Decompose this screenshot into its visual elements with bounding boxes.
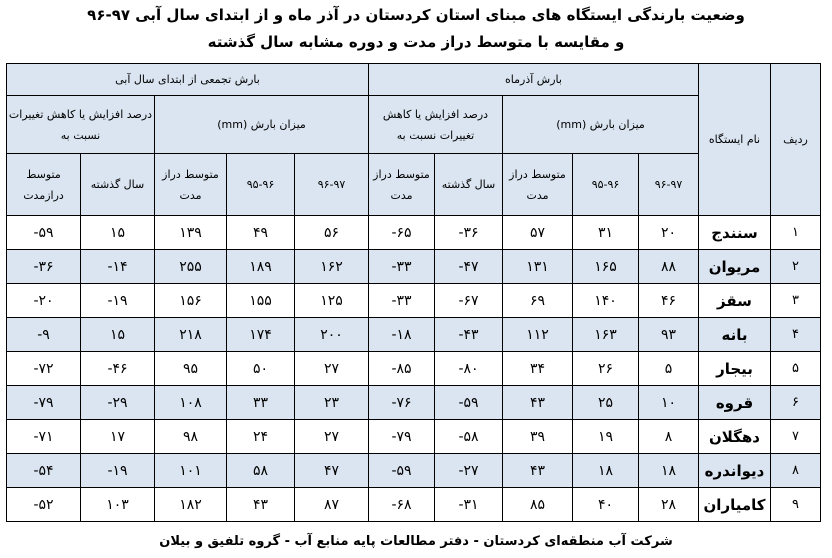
station-name: سقز (699, 284, 771, 318)
header-azar-last-year: سال گذشته (435, 154, 503, 216)
wy-rain-avg: ۹۵ (155, 352, 227, 386)
azar-rain-9596: ۱۶۵ (573, 250, 639, 284)
wy-pct-last-year: ۱۵ (81, 216, 155, 250)
azar-rain-9596: ۱۸ (573, 454, 639, 488)
report-subtitle: و مقایسه با متوسط دراز مدت و دوره مشابه سال گذشته (207, 33, 625, 51)
azar-rain-9596: ۳۱ (573, 216, 639, 250)
header-azar-rain-amount: میزان بارش (mm) (503, 96, 699, 154)
row-index: ۳ (771, 284, 821, 318)
azar-rain-avg: ۱۱۲ (503, 318, 573, 352)
station-name: کامیاران (699, 488, 771, 522)
station-name: دهگلان (699, 420, 771, 454)
azar-rain-avg: ۳۴ (503, 352, 573, 386)
azar-rain-9697: ۵ (639, 352, 699, 386)
wy-rain-9596: ۱۸۹ (227, 250, 295, 284)
azar-pct-long-term: -۸۵ (369, 352, 435, 386)
azar-pct-last-year: -۴۷ (435, 250, 503, 284)
row-index: ۲ (771, 250, 821, 284)
wy-rain-avg: ۱۰۸ (155, 386, 227, 420)
station-name: قروه (699, 386, 771, 420)
report-title: وضعیت بارندگی ایستگاه های مبنای استان کردستان در آذر ماه و از ابتدای سال آبی ۹۷-۹۶ (87, 6, 745, 24)
wy-rain-9697: ۵۶ (295, 216, 369, 250)
row-index: ۴ (771, 318, 821, 352)
wy-rain-9697: ۲۷ (295, 352, 369, 386)
azar-pct-long-term: -۷۹ (369, 420, 435, 454)
wy-rain-9596: ۵۰ (227, 352, 295, 386)
wy-rain-9697: ۲۷ (295, 420, 369, 454)
azar-pct-last-year: -۶۷ (435, 284, 503, 318)
header-wy-rain-amount: میزان بارش (mm) (155, 96, 369, 154)
wy-pct-long-term: -۵۹ (7, 216, 81, 250)
header-azar-9596: ۹۵-۹۶ (573, 154, 639, 216)
wy-rain-9596: ۵۸ (227, 454, 295, 488)
azar-pct-last-year: -۴۳ (435, 318, 503, 352)
azar-pct-long-term: -۳۳ (369, 250, 435, 284)
table-row (7, 352, 821, 386)
row-index: ۶ (771, 386, 821, 420)
wy-pct-long-term: -۷۱ (7, 420, 81, 454)
header-azar-9697: ۹۶-۹۷ (639, 154, 699, 216)
header-radif: ردیف (771, 64, 821, 216)
azar-rain-9596: ۱۹ (573, 420, 639, 454)
table-row (7, 488, 821, 522)
header-water-year-group: بارش تجمعی از ابتدای سال آبی (7, 64, 369, 96)
header-station: نام ایستگاه (699, 64, 771, 216)
table-row (7, 318, 821, 352)
azar-pct-last-year: -۸۰ (435, 352, 503, 386)
station-name: بیجار (699, 352, 771, 386)
azar-rain-9596: ۴۰ (573, 488, 639, 522)
table-row (7, 284, 821, 318)
header-wy-9596: ۹۵-۹۶ (227, 154, 295, 216)
azar-pct-last-year: -۳۱ (435, 488, 503, 522)
header-wy-percent-change: درصد افزایش یا کاهش تغییرات نسبت به (7, 96, 155, 154)
station-name: بانه (699, 318, 771, 352)
header-azar-avg: متوسط دراز مدت (503, 154, 573, 216)
row-index: ۵ (771, 352, 821, 386)
wy-pct-last-year: -۴۶ (81, 352, 155, 386)
azar-rain-9697: ۲۰ (639, 216, 699, 250)
azar-pct-long-term: -۷۶ (369, 386, 435, 420)
station-name: مریوان (699, 250, 771, 284)
rainfall-table (6, 63, 821, 522)
wy-rain-avg: ۱۳۹ (155, 216, 227, 250)
azar-rain-9697: ۱۸ (639, 454, 699, 488)
azar-pct-last-year: -۳۶ (435, 216, 503, 250)
table-row (7, 420, 821, 454)
azar-pct-last-year: -۲۷ (435, 454, 503, 488)
wy-pct-long-term: -۷۲ (7, 352, 81, 386)
wy-pct-last-year: -۱۹ (81, 454, 155, 488)
wy-pct-long-term: -۵۲ (7, 488, 81, 522)
azar-rain-avg: ۵۷ (503, 216, 573, 250)
wy-rain-avg: ۱۸۲ (155, 488, 227, 522)
table-row (7, 386, 821, 420)
table-row (7, 216, 821, 250)
wy-rain-9697: ۱۲۵ (295, 284, 369, 318)
azar-rain-9596: ۱۶۳ (573, 318, 639, 352)
wy-rain-avg: ۲۱۸ (155, 318, 227, 352)
wy-rain-9596: ۴۳ (227, 488, 295, 522)
azar-pct-long-term: -۶۵ (369, 216, 435, 250)
azar-rain-avg: ۳۹ (503, 420, 573, 454)
footer-credit: شرکت آب منطقه‌ای کردستان - دفتر مطالعات پایه منابع آب - گروه تلفیق و بیلان (159, 534, 673, 549)
wy-rain-avg: ۱۵۶ (155, 284, 227, 318)
wy-rain-9596: ۴۹ (227, 216, 295, 250)
header-wy-long-term: متوسط درازمدت (7, 154, 81, 216)
wy-rain-9697: ۴۷ (295, 454, 369, 488)
azar-rain-9697: ۸ (639, 420, 699, 454)
wy-pct-long-term: -۷۹ (7, 386, 81, 420)
wy-rain-9596: ۲۴ (227, 420, 295, 454)
wy-rain-9697: ۸۷ (295, 488, 369, 522)
station-name: سنندج (699, 216, 771, 250)
azar-rain-avg: ۶۹ (503, 284, 573, 318)
row-index: ۹ (771, 488, 821, 522)
azar-rain-9697: ۸۸ (639, 250, 699, 284)
azar-rain-avg: ۴۳ (503, 454, 573, 488)
wy-rain-avg: ۲۵۵ (155, 250, 227, 284)
azar-rain-9596: ۲۶ (573, 352, 639, 386)
header-azar-percent-change: درصد افزایش یا کاهش تغییرات نسبت به (369, 96, 503, 154)
table-row (7, 454, 821, 488)
azar-pct-long-term: -۵۹ (369, 454, 435, 488)
row-index: ۸ (771, 454, 821, 488)
wy-pct-long-term: -۵۴ (7, 454, 81, 488)
wy-pct-long-term: -۹ (7, 318, 81, 352)
header-azar-group: بارش آذرماه (369, 64, 699, 96)
row-index: ۱ (771, 216, 821, 250)
table-row (7, 250, 821, 284)
azar-rain-9697: ۴۶ (639, 284, 699, 318)
azar-rain-avg: ۸۵ (503, 488, 573, 522)
azar-pct-long-term: -۳۳ (369, 284, 435, 318)
wy-pct-last-year: ۱۷ (81, 420, 155, 454)
wy-pct-long-term: -۲۰ (7, 284, 81, 318)
wy-pct-last-year: ۱۰۳ (81, 488, 155, 522)
azar-pct-last-year: -۵۸ (435, 420, 503, 454)
azar-rain-9697: ۹۳ (639, 318, 699, 352)
wy-rain-9697: ۲۰۰ (295, 318, 369, 352)
azar-rain-9697: ۱۰ (639, 386, 699, 420)
azar-pct-long-term: -۱۸ (369, 318, 435, 352)
wy-rain-9697: ۲۳ (295, 386, 369, 420)
wy-rain-avg: ۱۰۱ (155, 454, 227, 488)
header-wy-avg: متوسط دراز مدت (155, 154, 227, 216)
header-azar-long-term: متوسط دراز مدت (369, 154, 435, 216)
azar-pct-last-year: -۵۹ (435, 386, 503, 420)
wy-rain-9596: ۳۳ (227, 386, 295, 420)
wy-rain-9596: ۱۷۴ (227, 318, 295, 352)
header-wy-last-year: سال گذشته (81, 154, 155, 216)
azar-rain-9697: ۲۸ (639, 488, 699, 522)
wy-pct-long-term: -۳۶ (7, 250, 81, 284)
wy-rain-9596: ۱۵۵ (227, 284, 295, 318)
azar-rain-avg: ۴۳ (503, 386, 573, 420)
wy-pct-last-year: -۱۹ (81, 284, 155, 318)
wy-pct-last-year: -۲۹ (81, 386, 155, 420)
wy-rain-9697: ۱۶۲ (295, 250, 369, 284)
header-wy-9697: ۹۶-۹۷ (295, 154, 369, 216)
azar-rain-9596: ۱۴۰ (573, 284, 639, 318)
wy-pct-last-year: ۱۵ (81, 318, 155, 352)
azar-rain-9596: ۲۵ (573, 386, 639, 420)
wy-rain-avg: ۹۸ (155, 420, 227, 454)
station-name: دیواندره (699, 454, 771, 488)
azar-rain-avg: ۱۳۱ (503, 250, 573, 284)
wy-pct-last-year: -۱۴ (81, 250, 155, 284)
row-index: ۷ (771, 420, 821, 454)
azar-pct-long-term: -۶۸ (369, 488, 435, 522)
